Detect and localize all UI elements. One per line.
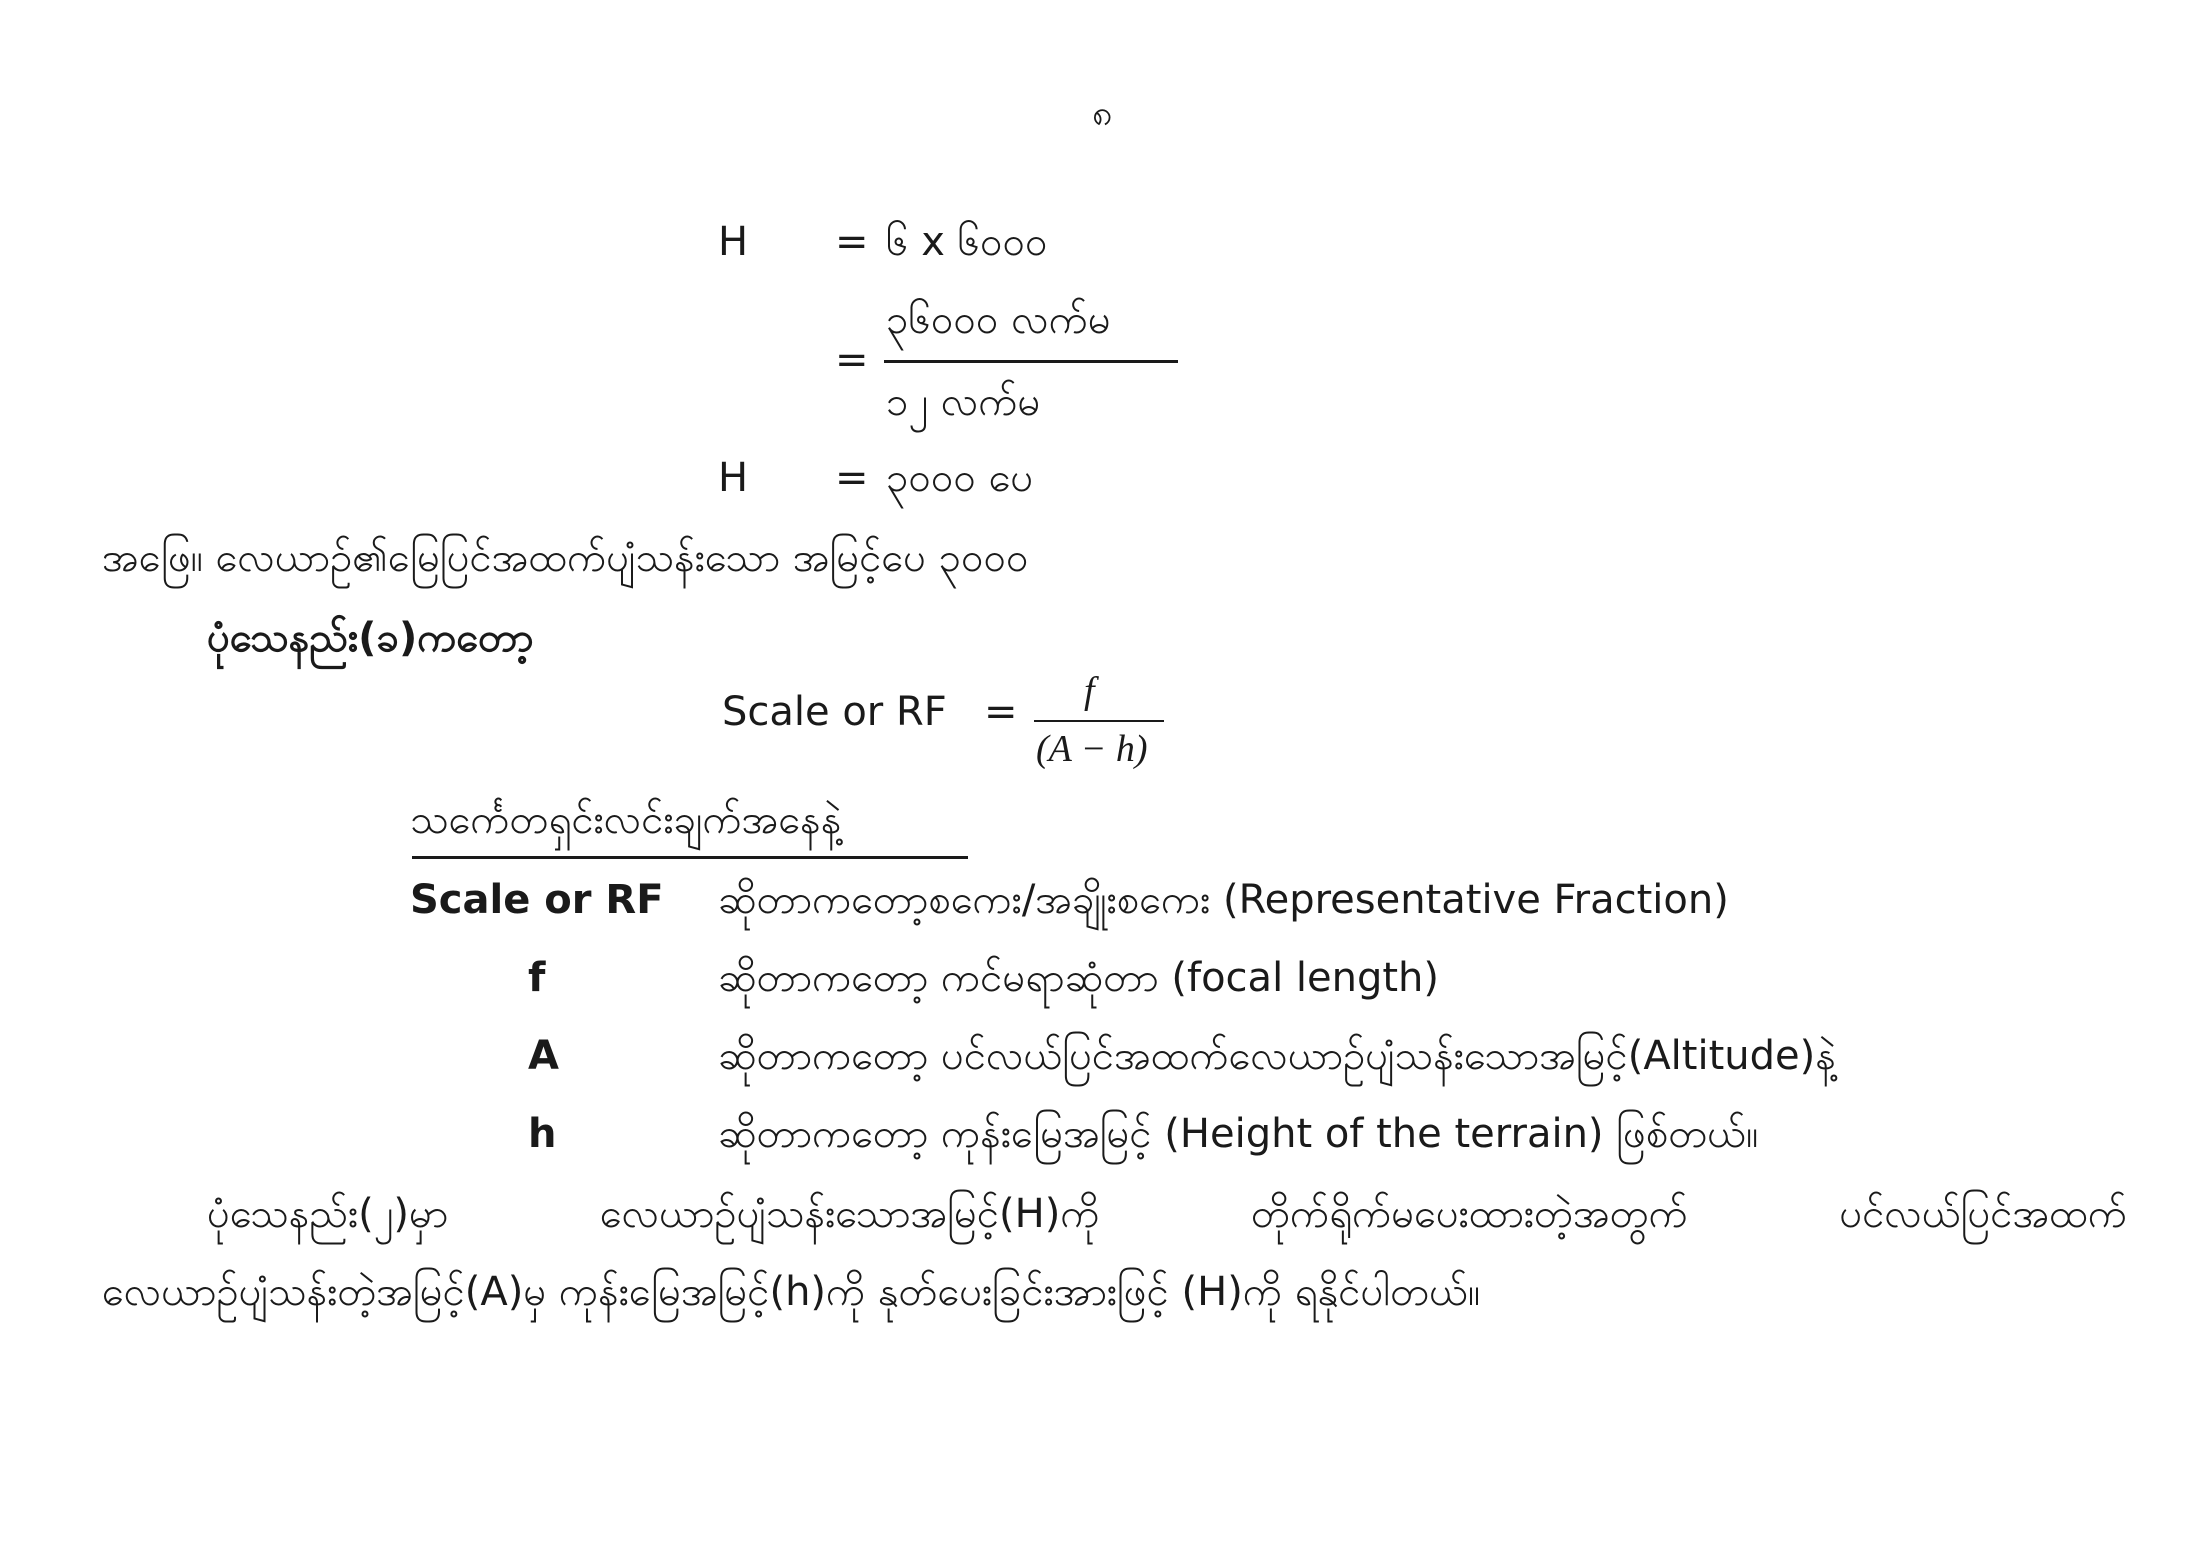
equation-1-rhs: ၆ x ၆၀၀၀ [886, 219, 1048, 265]
legend-text-f: ဆိုတာကတော့ ကင်မရာဆုံတာ (focal length) [718, 955, 1439, 1001]
formula-fraction-bar [1034, 720, 1164, 722]
method-heading: ပုံသေနည်း(ခ)ကတော့ [207, 615, 534, 661]
legend-symbol-scale: Scale or RF [410, 877, 664, 923]
answer-line: အဖြေ။ လေယာဉ်၏မြေပြင်အထက်ပျံသန်းသော အမြင့်ပေ ၃၀၀၀ [102, 535, 1029, 581]
equation-3-lhs: H [718, 455, 749, 501]
formula-lhs: Scale or RF [722, 689, 947, 735]
equation-1-equals: = [835, 219, 869, 265]
legend-symbol-f: f [528, 955, 546, 1001]
paragraph-line-1-part-4: ပင်လယ်ပြင်အထက် [1839, 1191, 2127, 1237]
legend-text-h: ဆိုတာကတော့ ကုန်းမြေအမြင့် (Height of the terrain) ဖြစ်တယ်။ [718, 1111, 1759, 1157]
paragraph-line-1-part-1: ပုံသေနည်း(၂)မှာ [207, 1191, 449, 1237]
legend-heading: သင်္ကေတရှင်းလင်းချက်အနေနဲ့ [410, 797, 842, 843]
equation-2-fraction-bar [884, 360, 1178, 363]
legend-symbol-a: A [528, 1033, 559, 1079]
formula-equals: = [984, 689, 1018, 735]
equation-1-lhs: H [718, 219, 749, 265]
paragraph-line-1 [207, 1191, 2127, 1237]
equation-2-denominator: ၁၂ လက်မ [886, 379, 1041, 425]
formula-denominator: (A − h) [1036, 728, 1148, 770]
legend-text-scale: ဆိုတာကတော့စကေး/အချိုးစကေး (Representative Fraction) [718, 877, 1729, 923]
equation-2-equals: = [835, 337, 869, 383]
legend-heading-underline [412, 856, 968, 859]
equation-3-rhs: ၃၀၀၀ ပေ [886, 455, 1034, 501]
equation-3-equals: = [835, 455, 869, 501]
paragraph-line-2: လေယာဉ်ပျံသန်းတဲ့အမြင့်(A)မှ ကုန်းမြေအမြင့်(h)ကို နုတ်ပေးခြင်းအားဖြင့် (H)ကို ရနိုင်ပါတယ်။ [102, 1269, 1481, 1315]
formula-numerator: f [1084, 670, 1095, 712]
paragraph-line-1-part-3: တိုက်ရိုက်မပေးထားတဲ့အတွက် [1251, 1191, 1688, 1237]
paragraph-line-1-part-2: လေယာဉ်ပျံသန်းသောအမြင့်(H)ကို [599, 1191, 1100, 1237]
page-number: ၈ [1092, 93, 1113, 134]
legend-symbol-h: h [528, 1111, 557, 1157]
equation-2-numerator: ၃၆၀၀၀ လက်မ [886, 297, 1111, 343]
legend-text-a: ဆိုတာကတော့ ပင်လယ်ပြင်အထက်လေယာဉ်ပျံသန်းသောအမြင့်(Altitude)နဲ့ [718, 1033, 1836, 1079]
